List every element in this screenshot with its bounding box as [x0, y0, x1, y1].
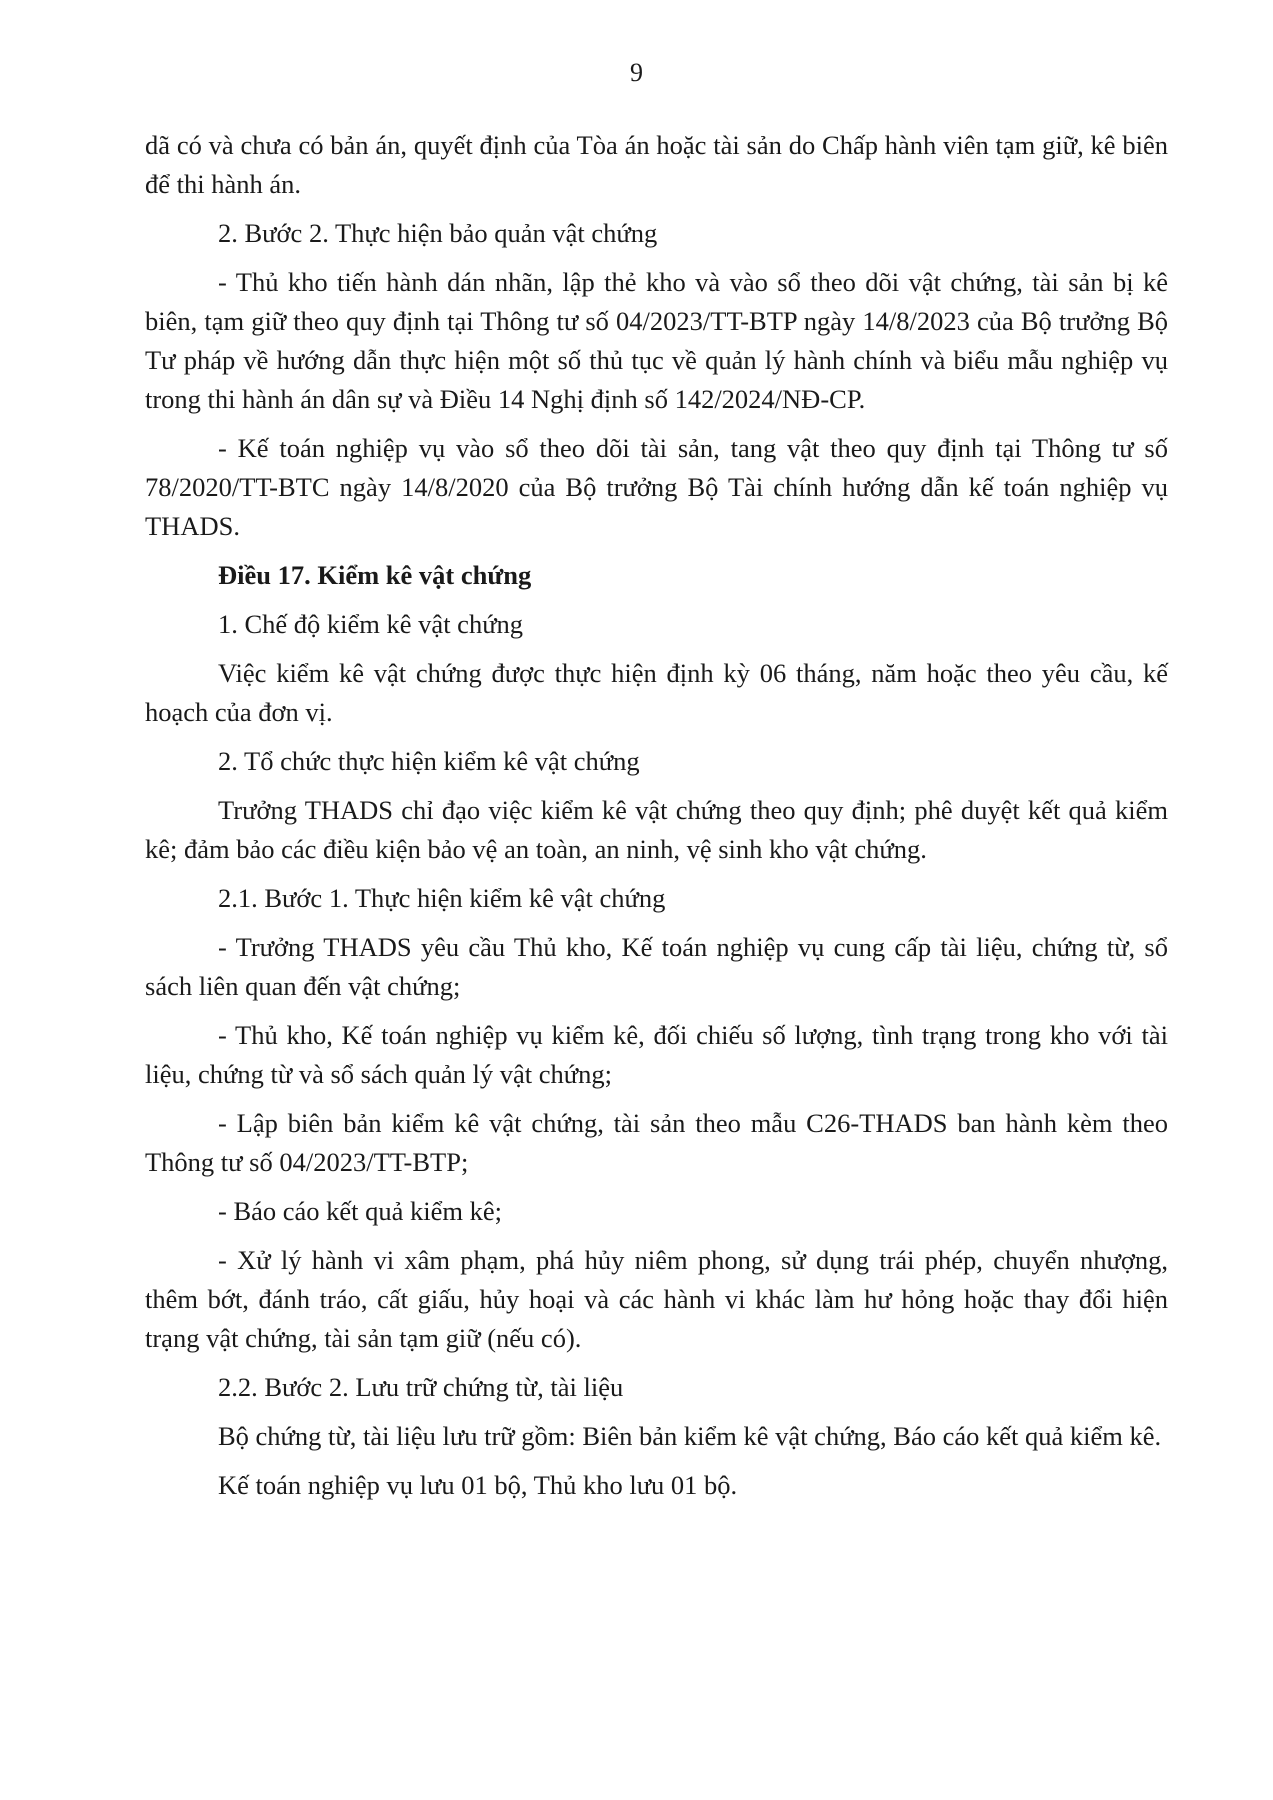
list-item-handle-violations: - Xử lý hành vi xâm phạm, phá hủy niêm phong, sử dụng trái phép, chuyển nhượng, thêm bớt, đánh tráo, cất giấu, hủy hoại và các hành vi khác làm hư hỏng hoặc thay đổi hiện trạng vật chứng, tài sản tạm giữ (nếu có).	[145, 1245, 1168, 1353]
step-2-1-heading: 2.1. Bước 1. Thực hiện kiểm kê vật chứng	[218, 883, 666, 913]
paragraph-storekeeper-labeling: - Thủ kho tiến hành dán nhãn, lập thẻ kho và vào sổ theo dõi vật chứng, tài sản bị kê biên, tạm giữ theo quy định tại Thông tư số 04/2023/TT-BTP ngày 14/8/2023 của Bộ trưởng Bộ Tư pháp về hướng dẫn thực hiện một số thủ tục về quản lý hành chính và biểu mẫu nghiệp vụ trong thi hành án dân sự và Điều 14 Nghị định số 142/2024/NĐ-CP.	[145, 267, 1168, 414]
list-item-inventory-check: - Thủ kho, Kế toán nghiệp vụ kiểm kê, đối chiếu số lượng, tình trạng trong kho với tài liệu, chứng từ và sổ sách quản lý vật chứng;	[145, 1020, 1168, 1089]
document-body	[145, 126, 1168, 1515]
section-1-heading: 1. Chế độ kiểm kê vật chứng	[218, 609, 524, 639]
list-item-request-documents: - Trưởng THADS yêu cầu Thủ kho, Kế toán nghiệp vụ cung cấp tài liệu, chứng từ, sổ sách liên quan đến vật chứng;	[145, 932, 1168, 1001]
paragraph-archive-set: Bộ chứng từ, tài liệu lưu trữ gồm: Biên bản kiểm kê vật chứng, Báo cáo kết quả kiểm kê.	[218, 1421, 1162, 1451]
article-17-heading: Điều 17. Kiểm kê vật chứng	[218, 560, 532, 590]
list-item-inventory-minutes: - Lập biên bản kiểm kê vật chứng, tài sản theo mẫu C26-THADS ban hành kèm theo Thông tư số 04/2023/TT-BTP;	[145, 1108, 1168, 1177]
paragraph-archive-copies: Kế toán nghiệp vụ lưu 01 bộ, Thủ kho lưu 01 bộ.	[218, 1470, 738, 1500]
step-2-2-heading: 2.2. Bước 2. Lưu trữ chứng từ, tài liệu	[218, 1372, 624, 1402]
step-2-heading: 2. Bước 2. Thực hiện bảo quản vật chứng	[218, 218, 658, 248]
paragraph-accountant-records: - Kế toán nghiệp vụ vào sổ theo dõi tài sản, tang vật theo quy định tại Thông tư số 78/2020/TT-BTC ngày 14/8/2020 của Bộ trưởng Bộ Tài chính hướng dẫn kế toán nghiệp vụ THADS.	[145, 433, 1168, 541]
paragraph-inventory-period: Việc kiểm kê vật chứng được thực hiện định kỳ 06 tháng, năm hoặc theo yêu cầu, kế hoạch của đơn vị.	[145, 658, 1168, 727]
section-2-heading: 2. Tổ chức thực hiện kiểm kê vật chứng	[218, 746, 640, 776]
page-number: 9	[630, 58, 643, 87]
paragraph-head-directs: Trưởng THADS chỉ đạo việc kiểm kê vật chứng theo quy định; phê duyệt kết quả kiểm kê; đảm bảo các điều kiện bảo vệ an toàn, an ninh, vệ sinh kho vật chứng.	[145, 795, 1168, 864]
list-item-report-results: - Báo cáo kết quả kiểm kê;	[218, 1196, 503, 1226]
paragraph-continuation: dã có và chưa có bản án, quyết định của Tòa án hoặc tài sản do Chấp hành viên tạm giữ, kê biên để thi hành án.	[145, 130, 1168, 199]
